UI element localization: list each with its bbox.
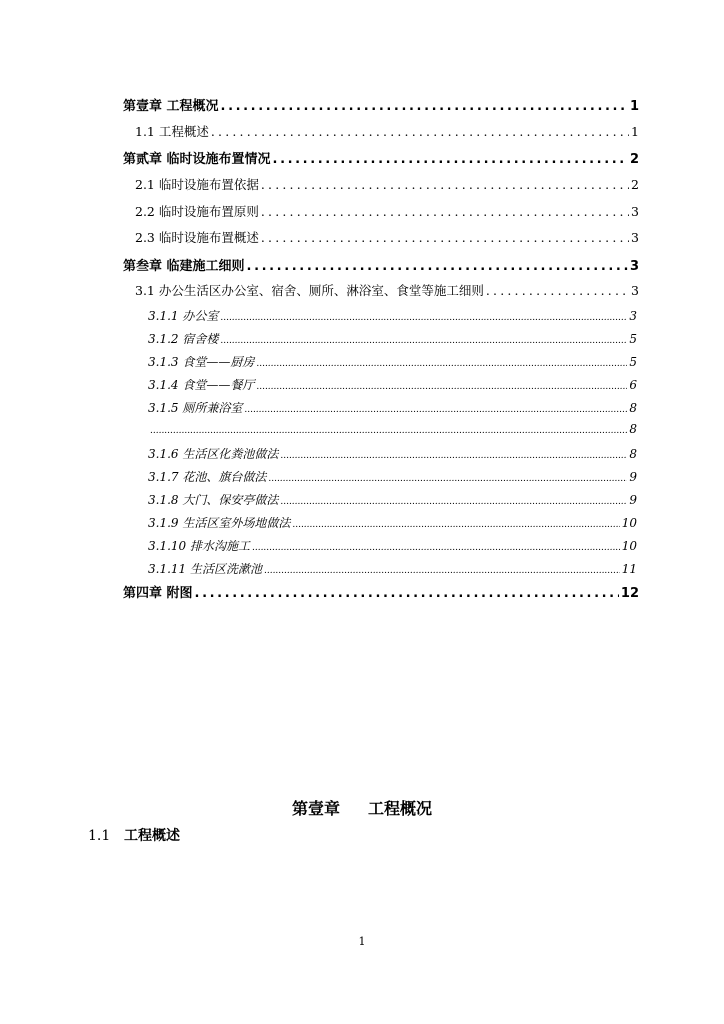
- toc-entry-label: 第四章 附图: [123, 586, 193, 601]
- section-number: 1.1: [88, 828, 111, 844]
- toc-entry-label: 第贰章 临时设施布置情况: [123, 152, 271, 167]
- toc-entry-chapter-3[interactable]: [123, 255, 639, 274]
- toc-entry-label: 3.1.5 厕所兼浴室: [148, 401, 243, 415]
- toc-entry-page: 2: [629, 152, 639, 167]
- toc-leader-dots: [221, 99, 628, 114]
- toc-entry-chapter-2[interactable]: [123, 148, 639, 167]
- toc-entry-label: 3.1.11 生活区洗漱池: [148, 562, 262, 576]
- toc-entry-3-1[interactable]: [135, 281, 639, 299]
- toc-leader-dots: [150, 426, 627, 436]
- page-number: 1: [358, 935, 366, 948]
- toc-leader-dots: [261, 204, 629, 219]
- toc-entry-1-1[interactable]: [135, 122, 639, 140]
- toc-entry-3-1-5[interactable]: [148, 399, 637, 416]
- toc-entry-label: 3.1 办公生活区办公室、宿舍、厕所、淋浴室、食堂等施工细则: [135, 283, 484, 298]
- toc-leader-dots: [261, 230, 629, 245]
- toc-entry-label: 3.1.6 生活区化粪池做法: [148, 447, 279, 461]
- toc-entry-page: 9: [629, 493, 637, 507]
- toc-entry-2-3[interactable]: [135, 228, 639, 246]
- toc-entry-blank[interactable]: [148, 422, 637, 436]
- toc-entry-3-1-6[interactable]: [148, 445, 637, 462]
- toc-leader-dots: [211, 124, 629, 139]
- toc-entry-label: 3.1.8 大门、保安亭做法: [148, 493, 279, 507]
- toc-entry-label: 3.1.4 食堂——餐厅: [148, 378, 255, 392]
- toc-entry-page: 8: [629, 447, 637, 461]
- toc-entry-page: 2: [631, 177, 639, 192]
- toc-entry-label: 3.1.2 宿舍楼: [148, 332, 219, 346]
- toc-entry-page: 6: [629, 378, 637, 392]
- toc-entry-page: 3: [631, 204, 639, 219]
- toc-leader-dots: [292, 520, 619, 530]
- toc-entry-3-1-11[interactable]: [148, 560, 637, 577]
- chapter-label: 第壹章: [291, 799, 340, 818]
- toc-leader-dots: [256, 359, 627, 369]
- toc-entry-3-1-4[interactable]: [148, 376, 637, 393]
- toc-entry-page: 8: [629, 401, 637, 415]
- toc-entry-page: 3: [629, 259, 639, 274]
- toc-entry-3-1-10[interactable]: [148, 537, 637, 554]
- toc-entry-page: 1: [629, 99, 639, 114]
- toc-entry-page: 3: [631, 283, 639, 298]
- toc-entry-3-1-2[interactable]: [148, 330, 637, 347]
- toc-entry-page: 10: [621, 539, 637, 553]
- toc-entry-3-1-9[interactable]: [148, 514, 637, 531]
- chapter-title: 工程概况: [368, 799, 433, 818]
- toc-entry-3-1-3[interactable]: [148, 353, 637, 370]
- toc-leader-dots: [220, 313, 627, 323]
- toc-entry-page: 9: [629, 470, 637, 484]
- toc-entry-3-1-8[interactable]: [148, 491, 637, 508]
- toc-entry-3-1-7[interactable]: [148, 468, 637, 485]
- toc-leader-dots: [273, 152, 628, 167]
- toc-entry-2-2[interactable]: [135, 202, 639, 220]
- toc-leader-dots: [256, 382, 627, 392]
- toc-leader-dots: [220, 336, 627, 346]
- toc-entry-label: 第叁章 临建施工细则: [123, 259, 245, 274]
- toc-entry-3-1-1[interactable]: [148, 307, 637, 324]
- toc-leader-dots: [264, 566, 620, 576]
- toc-entry-label: 3.1.9 生活区室外场地做法: [148, 516, 291, 530]
- toc-leader-dots: [252, 543, 620, 553]
- toc-entry-page: 10: [621, 516, 637, 530]
- toc-leader-dots: [244, 405, 627, 415]
- toc-entry-label: 1.1 工程概述: [135, 124, 209, 139]
- toc-entry-label: 3.1.3 食堂——厨房: [148, 355, 255, 369]
- toc-entry-page: 8: [629, 422, 637, 436]
- section-heading: [88, 825, 180, 845]
- chapter-heading: [0, 796, 724, 819]
- toc-entry-label: 第壹章 工程概况: [123, 99, 219, 114]
- toc-leader-dots: [268, 474, 627, 484]
- toc-entry-page: 11: [621, 562, 637, 576]
- section-title: 工程概述: [124, 828, 180, 844]
- toc-leader-dots: [247, 259, 628, 274]
- toc-entry-page: 3: [629, 309, 637, 323]
- toc-entry-page: 5: [629, 355, 637, 369]
- toc-leader-dots: [195, 586, 619, 601]
- toc-entry-label: 3.1.7 花池、旗台做法: [148, 470, 267, 484]
- toc-entry-label: 3.1.10 排水沟施工: [148, 539, 250, 553]
- toc-leader-dots: [486, 283, 629, 298]
- toc-entry-label: 2.2 临时设施布置原则: [135, 204, 259, 219]
- toc-entry-label: 2.1 临时设施布置依据: [135, 177, 259, 192]
- toc-entry-page: 12: [620, 586, 639, 601]
- toc-entry-label: 3.1.1 办公室: [148, 309, 219, 323]
- toc-entry-page: 5: [629, 332, 637, 346]
- toc-leader-dots: [280, 497, 627, 507]
- toc-entry-label: 2.3 临时设施布置概述: [135, 230, 259, 245]
- toc-entry-page: 3: [631, 230, 639, 245]
- toc-entry-2-1[interactable]: [135, 175, 639, 193]
- toc-entry-page: 1: [631, 124, 639, 139]
- toc-leader-dots: [261, 177, 629, 192]
- toc-leader-dots: [280, 451, 627, 461]
- toc-entry-chapter-1[interactable]: [123, 95, 639, 114]
- toc-entry-chapter-4[interactable]: [123, 582, 639, 601]
